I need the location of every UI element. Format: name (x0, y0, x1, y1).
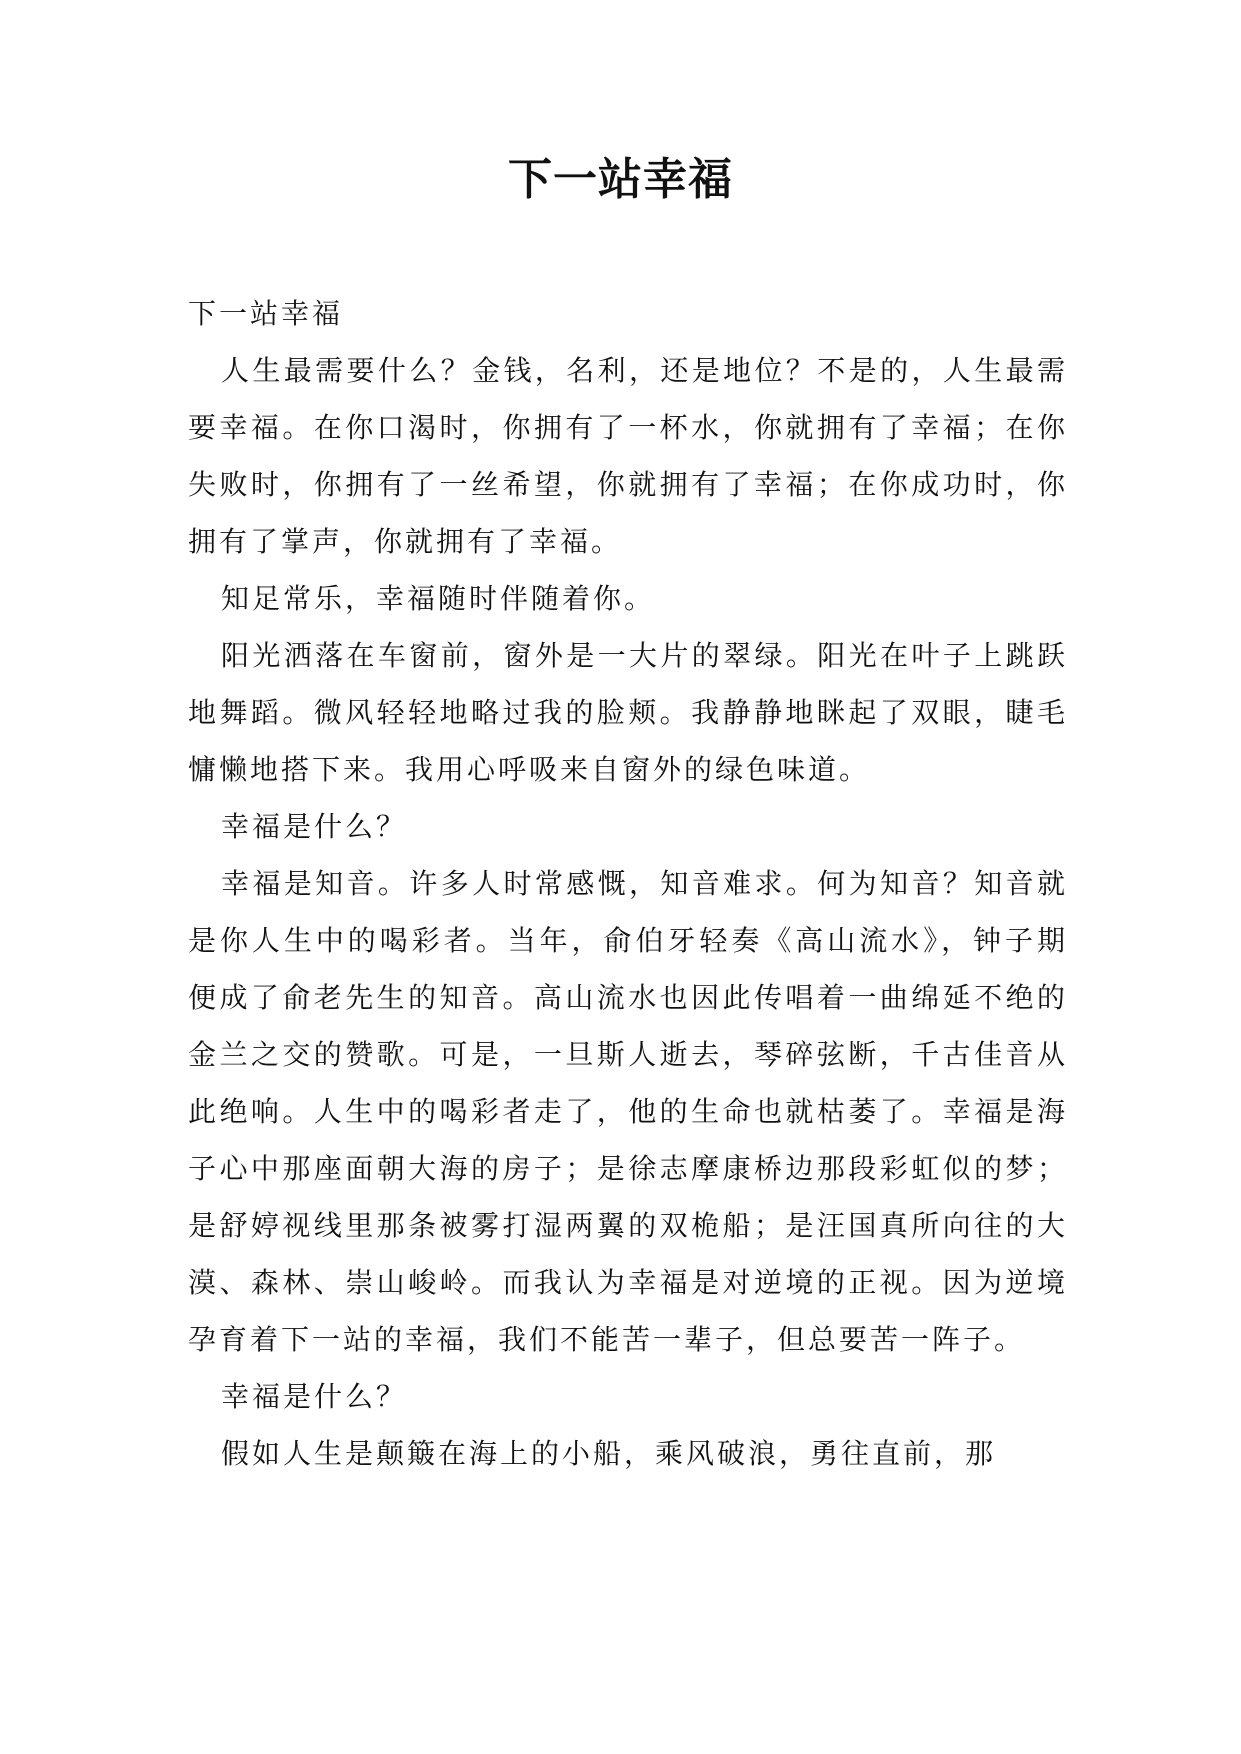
paragraph: 人生最需要什么？金钱，名利，还是地位？不是的，人生最需要幸福。在你口渴时，你拥有了一杯水，你就拥有了幸福；在你失败时，你拥有了一丝希望，你就拥有了幸福；在你成功时，你拥有了掌声，你就拥有了幸福。 (188, 354, 1068, 558)
subtitle-paragraph: 下一站幸福 (188, 297, 344, 330)
paragraph: 幸福是什么？ (221, 810, 408, 843)
paragraph: 幸福是什么？ (221, 1380, 408, 1413)
paragraph: 假如人生是颠簸在海上的小船，乘风破浪，勇往直前，那 (221, 1437, 997, 1470)
paragraph: 阳光洒落在车窗前，窗外是一大片的翠绿。阳光在叶子上跳跃地舞蹈。微风轻轻地略过我的脸颊。我静静地眯起了双眼，睫毛慵懒地搭下来。我用心呼吸来自窗外的绿色味道。 (188, 639, 1068, 786)
document-body (188, 285, 1068, 1482)
paragraph: 幸福是知音。许多人时常感慨，知音难求。何为知音？知音就是你人生中的喝彩者。当年，俞伯牙轻奏《高山流水》，钟子期便成了俞老先生的知音。高山流水也因此传唱着一曲绵延不绝的金兰之交的赞歌。可是，一旦斯人逝去，琴碎弦断，千古佳音从此绝响。人生中的喝彩者走了，他的生命也就枯萎了。幸福是海子心中那座面朝大海的房子；是徐志摩康桥边那段彩虹似的梦；是舒婷视线里那条被雾打湿两翼的双桅船；是汪国真所向往的大漠、森林、崇山峻岭。而我认为幸福是对逆境的正视。因为逆境孕育着下一站的幸福，我们不能苦一辈子，但总要苦一阵子。 (188, 867, 1068, 1356)
paragraph: 知足常乐，幸福随时伴随着你。 (221, 582, 656, 615)
document-title: 下一站幸福 (508, 154, 733, 205)
